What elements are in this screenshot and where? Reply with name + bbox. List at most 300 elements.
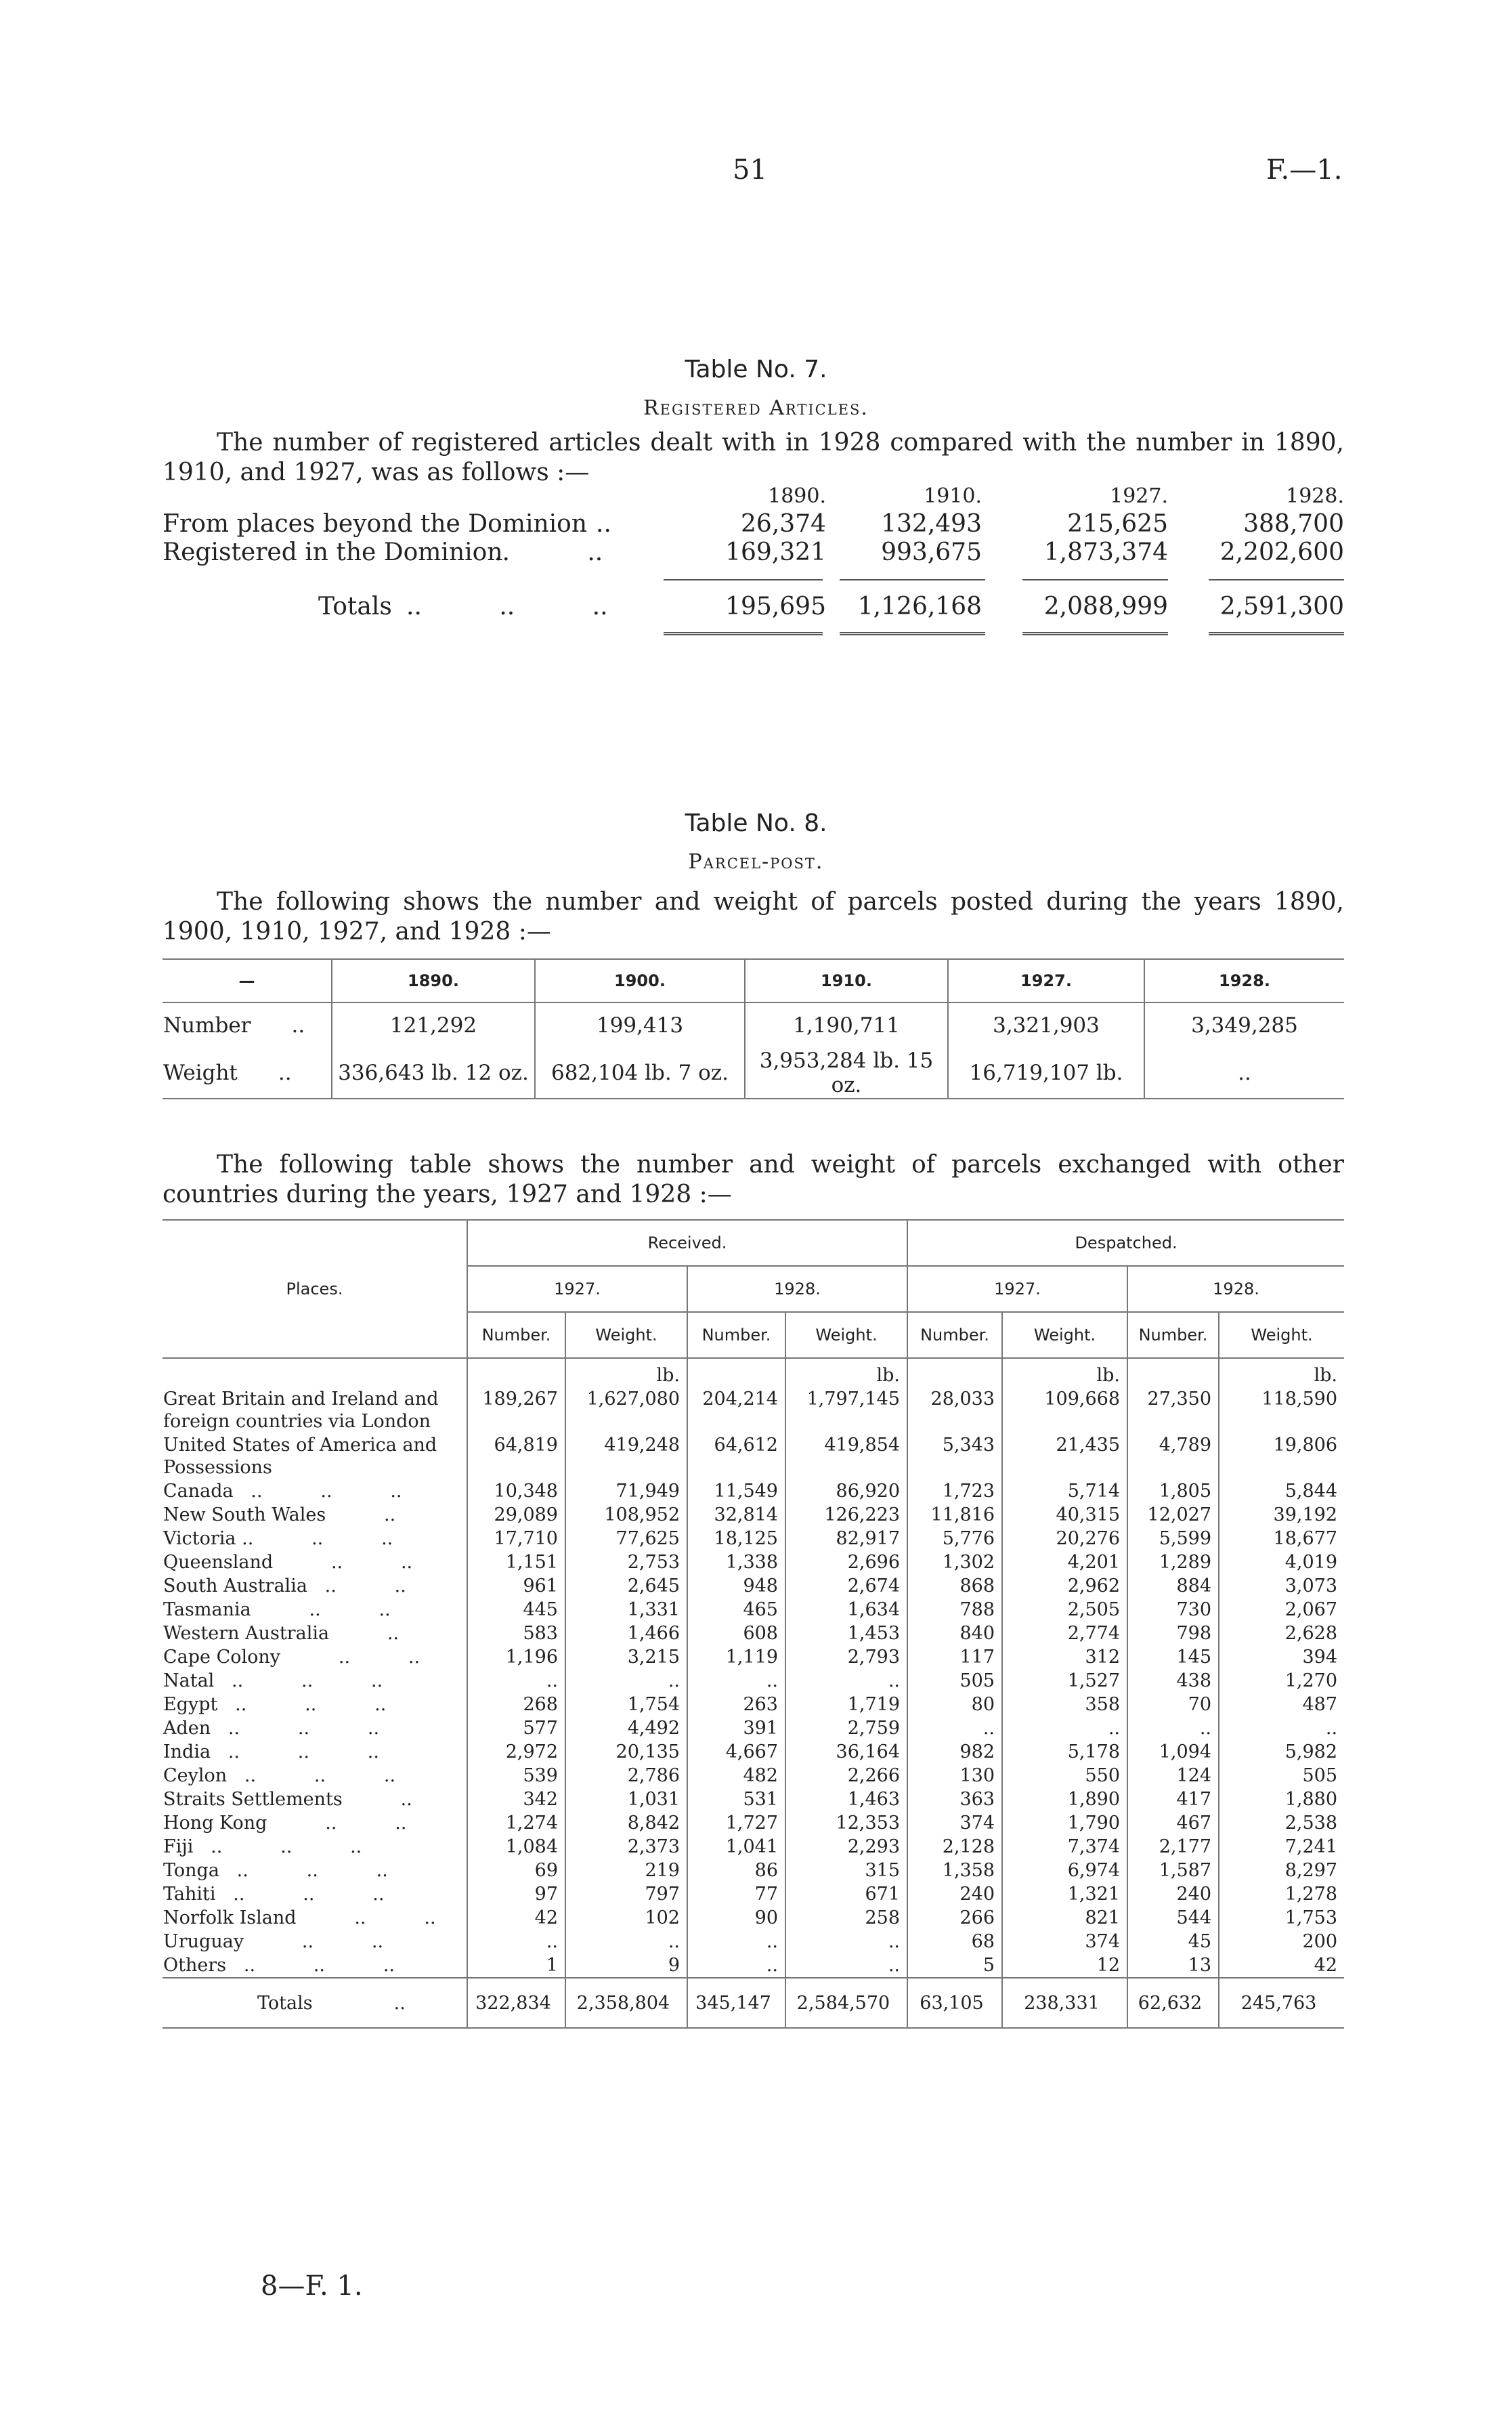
cell: 18,677 xyxy=(1219,1527,1344,1550)
cell: 1,278 xyxy=(1219,1882,1344,1906)
cell: 2,696 xyxy=(785,1550,907,1574)
cell: 868 xyxy=(907,1574,1002,1598)
cell: 70 xyxy=(1127,1693,1219,1716)
cell: 342 xyxy=(467,1787,565,1811)
cell: 1,527 xyxy=(1002,1669,1127,1693)
cell: 4,019 xyxy=(1219,1550,1344,1574)
cell: 1,723 xyxy=(907,1479,1002,1503)
cell: 419,854 xyxy=(785,1433,907,1479)
table8-subtitle: Parcel-post. xyxy=(688,850,824,874)
cell: 374 xyxy=(1002,1930,1127,1953)
cell: 266 xyxy=(907,1906,1002,1930)
cell: 1,634 xyxy=(785,1598,907,1622)
header-dash: — xyxy=(238,971,255,990)
total-cell: 345,147 xyxy=(687,1978,785,2028)
cell: 4,492 xyxy=(565,1716,687,1740)
cell: 1,196 xyxy=(467,1645,565,1669)
cell: 12,027 xyxy=(1127,1503,1219,1527)
cell: 5,343 xyxy=(907,1433,1002,1479)
table-row xyxy=(163,1622,1344,1645)
cell: 39,192 xyxy=(1219,1503,1344,1527)
cell: 358 xyxy=(1002,1693,1127,1716)
cell: 2,786 xyxy=(565,1764,687,1787)
cell: 438 xyxy=(1127,1669,1219,1693)
cell: 240 xyxy=(1127,1882,1219,1906)
cell: 3,953,284 lb. 15 oz. xyxy=(745,1048,948,1099)
cell: 124 xyxy=(1127,1764,1219,1787)
number-header: Number. xyxy=(467,1312,565,1358)
cell: 1,797,145 xyxy=(785,1387,907,1433)
cell: 2,128 xyxy=(907,1835,1002,1859)
cell: 671 xyxy=(785,1882,907,1906)
place-name: Great Britain and Ireland and foreign countries via London xyxy=(163,1389,439,1432)
cell: 1,890 xyxy=(1002,1787,1127,1811)
table-row xyxy=(163,1479,1344,1503)
cell: 8,842 xyxy=(565,1811,687,1835)
place-name: Western Australia .. xyxy=(163,1623,399,1644)
cell: 2,645 xyxy=(565,1574,687,1598)
cell: 1,274 xyxy=(467,1811,565,1835)
cell: 200 xyxy=(1219,1930,1344,1953)
table-row xyxy=(163,1693,1344,1716)
cell: 195,695 xyxy=(725,593,826,620)
cell: 13 xyxy=(1127,1953,1219,1978)
cell: 1,880 xyxy=(1219,1787,1344,1811)
cell: 80 xyxy=(907,1693,1002,1716)
cell: 20,135 xyxy=(565,1740,687,1764)
table-row xyxy=(163,1906,1344,1930)
cell: 102 xyxy=(565,1906,687,1930)
cell: 5,982 xyxy=(1219,1740,1344,1764)
cell: 2,674 xyxy=(785,1574,907,1598)
cell: 21,435 xyxy=(1002,1433,1127,1479)
number-header: Number. xyxy=(687,1312,785,1358)
cell: 417 xyxy=(1127,1787,1219,1811)
cell: 126,223 xyxy=(785,1503,907,1527)
place-name: New South Wales .. xyxy=(163,1504,396,1525)
cell: 1,358 xyxy=(907,1859,1002,1882)
table-row xyxy=(163,1787,1344,1811)
cell: 544 xyxy=(1127,1906,1219,1930)
page-number: 51 xyxy=(733,154,767,186)
cell: 32,814 xyxy=(687,1503,785,1527)
cell: 130 xyxy=(907,1764,1002,1787)
cell: 64,612 xyxy=(687,1433,785,1479)
table-row xyxy=(163,1669,1344,1693)
cell: 2,202,600 xyxy=(1219,538,1344,566)
cell: 730 xyxy=(1127,1598,1219,1622)
cell: 1,719 xyxy=(785,1693,907,1716)
table-row xyxy=(163,1002,1344,1048)
cell: .. xyxy=(687,1669,785,1693)
cell: .. xyxy=(467,1930,565,1953)
place-name: Norfolk Island .. .. xyxy=(163,1907,436,1928)
cell: 18,125 xyxy=(687,1527,785,1550)
cell: 1,587 xyxy=(1127,1859,1219,1882)
table-row xyxy=(163,1835,1344,1859)
cell: 2,088,999 xyxy=(1043,593,1168,620)
cell: 12 xyxy=(1002,1953,1127,1978)
cell: 1,805 xyxy=(1127,1479,1219,1503)
units-row xyxy=(163,1358,1344,1387)
cell: 1,463 xyxy=(785,1787,907,1811)
total-cell: 238,331 xyxy=(1002,1978,1127,2028)
cell: 5,776 xyxy=(907,1527,1002,1550)
cell: 1,302 xyxy=(907,1550,1002,1574)
received-header: Received. xyxy=(467,1220,907,1266)
place-name: Victoria .. .. .. xyxy=(163,1528,393,1549)
cell: 993,675 xyxy=(881,538,982,566)
cell: 77 xyxy=(687,1882,785,1906)
cell: 2,373 xyxy=(565,1835,687,1859)
cell: 9 xyxy=(565,1953,687,1978)
table-row xyxy=(163,1503,1344,1527)
weight-header: Weight. xyxy=(565,1312,687,1358)
cell: 2,266 xyxy=(785,1764,907,1787)
cell: 3,215 xyxy=(565,1645,687,1669)
row-label: Weight .. xyxy=(163,1061,292,1085)
row-label: Number .. xyxy=(163,1013,305,1038)
cell: 16,719,107 lb. xyxy=(948,1048,1144,1099)
cell: 539 xyxy=(467,1764,565,1787)
cell: 1,466 xyxy=(565,1622,687,1645)
table-row xyxy=(163,1387,1344,1433)
cell: 215,625 xyxy=(1067,510,1168,538)
cell: .. xyxy=(785,1930,907,1953)
cell: .. xyxy=(1127,1716,1219,1740)
cell: 1,790 xyxy=(1002,1811,1127,1835)
despatched-1927-header: 1927. xyxy=(907,1266,1127,1312)
cell: 5 xyxy=(907,1953,1002,1978)
cell: 577 xyxy=(467,1716,565,1740)
cell: .. xyxy=(565,1930,687,1953)
table-row xyxy=(163,1598,1344,1622)
total-cell: 63,105 xyxy=(907,1978,1002,2028)
cell: 1,321 xyxy=(1002,1882,1127,1906)
cell: 798 xyxy=(1127,1622,1219,1645)
cell: 12,353 xyxy=(785,1811,907,1835)
cell: 199,413 xyxy=(535,1002,745,1048)
cell: 2,759 xyxy=(785,1716,907,1740)
unit-lb: lb. xyxy=(565,1358,687,1387)
cell: 1,754 xyxy=(565,1693,687,1716)
cell: 7,374 xyxy=(1002,1835,1127,1859)
totals-label: Totals xyxy=(318,593,392,620)
year-1928: 1928. xyxy=(1286,484,1344,508)
cell: 3,073 xyxy=(1219,1574,1344,1598)
cell: 4,667 xyxy=(687,1740,785,1764)
table8-title: Table No. 8. xyxy=(685,809,827,837)
cell: 315 xyxy=(785,1859,907,1882)
weight-header: Weight. xyxy=(1002,1312,1127,1358)
year-1890: 1890. xyxy=(768,484,826,508)
cell: 77,625 xyxy=(565,1527,687,1550)
cell: 68 xyxy=(907,1930,1002,1953)
cell: 961 xyxy=(467,1574,565,1598)
cell: 86 xyxy=(687,1859,785,1882)
received-1927-header: 1927. xyxy=(467,1266,687,1312)
cell: 840 xyxy=(907,1622,1002,1645)
cell: 445 xyxy=(467,1598,565,1622)
cell: .. xyxy=(1002,1716,1127,1740)
despatched-header: Despatched. xyxy=(907,1220,1344,1266)
place-name: Uruguay .. .. xyxy=(163,1931,384,1952)
cell: 531 xyxy=(687,1787,785,1811)
year-1910: 1910. xyxy=(924,484,982,508)
cell: 608 xyxy=(687,1622,785,1645)
weight-header: Weight. xyxy=(1219,1312,1344,1358)
cell: 258 xyxy=(785,1906,907,1930)
table7-subtitle: Registered Articles. xyxy=(643,396,869,420)
places-header: Places. xyxy=(163,1220,467,1358)
cell: 5,178 xyxy=(1002,1740,1127,1764)
table7-row xyxy=(163,538,1344,567)
cell: 465 xyxy=(687,1598,785,1622)
place-name: Natal .. .. .. xyxy=(163,1670,383,1691)
place-name: Canada .. .. .. xyxy=(163,1481,402,1502)
cell: 312 xyxy=(1002,1645,1127,1669)
cell: .. xyxy=(467,1669,565,1693)
table7-total-row xyxy=(163,593,1344,621)
leader-dots: .. .. xyxy=(494,538,603,566)
cell: 263 xyxy=(687,1693,785,1716)
cell: 1,151 xyxy=(467,1550,565,1574)
cell: 1,270 xyxy=(1219,1669,1344,1693)
cell: 821 xyxy=(1002,1906,1127,1930)
leader-dots: .. .. .. xyxy=(406,593,608,620)
cell: 8,297 xyxy=(1219,1859,1344,1882)
weight-header: Weight. xyxy=(785,1312,907,1358)
cell: 467 xyxy=(1127,1811,1219,1835)
cell: 1,190,711 xyxy=(745,1002,948,1048)
cell: 482 xyxy=(687,1764,785,1787)
header-1890: 1890. xyxy=(332,959,535,1002)
cell: 82,917 xyxy=(785,1527,907,1550)
cell: 7,241 xyxy=(1219,1835,1344,1859)
exchange-table xyxy=(163,1219,1344,2029)
cell: 5,714 xyxy=(1002,1479,1127,1503)
cell: 1,331 xyxy=(565,1598,687,1622)
cell: 394 xyxy=(1219,1645,1344,1669)
cell: 1 xyxy=(467,1953,565,1978)
number-header: Number. xyxy=(907,1312,1002,1358)
place-name: Straits Settlements .. xyxy=(163,1789,412,1810)
table-row xyxy=(163,1811,1344,1835)
table7-title: Table No. 7. xyxy=(685,356,827,383)
table-row xyxy=(163,1882,1344,1906)
unit-lb: lb. xyxy=(1002,1358,1127,1387)
leader-dots: .. xyxy=(596,510,611,538)
cell: 982 xyxy=(907,1740,1002,1764)
cell: 108,952 xyxy=(565,1503,687,1527)
cell: 5,844 xyxy=(1219,1479,1344,1503)
table-row xyxy=(163,1953,1344,1978)
place-name: Egypt .. .. .. xyxy=(163,1694,387,1715)
total-cell: 245,763 xyxy=(1219,1978,1344,2028)
cell: 391 xyxy=(687,1716,785,1740)
header-1900: 1900. xyxy=(535,959,745,1002)
cell: 788 xyxy=(907,1598,1002,1622)
cell: 40,315 xyxy=(1002,1503,1127,1527)
place-name: Tasmania .. .. xyxy=(163,1599,391,1620)
cell: 4,201 xyxy=(1002,1550,1127,1574)
table-row xyxy=(163,1645,1344,1669)
cell: 797 xyxy=(565,1882,687,1906)
cell: 240 xyxy=(907,1882,1002,1906)
unit-lb: lb. xyxy=(1219,1358,1344,1387)
cell: .. xyxy=(1144,1048,1344,1099)
table-row xyxy=(163,1574,1344,1598)
row-label: From places beyond the Dominion xyxy=(163,510,588,538)
parcel-post-table xyxy=(163,958,1344,1099)
row-label: Registered in the Dominion xyxy=(163,538,503,566)
cell: 388,700 xyxy=(1243,510,1344,538)
cell: .. xyxy=(687,1930,785,1953)
cell: 26,374 xyxy=(741,510,826,538)
cell: 419,248 xyxy=(565,1433,687,1479)
despatched-1928-header: 1928. xyxy=(1127,1266,1344,1312)
cell: 6,974 xyxy=(1002,1859,1127,1882)
cell: 1,727 xyxy=(687,1811,785,1835)
cell: 374 xyxy=(907,1811,1002,1835)
cell: 219 xyxy=(565,1859,687,1882)
cell: 1,041 xyxy=(687,1835,785,1859)
cell: 505 xyxy=(907,1669,1002,1693)
cell: 29,089 xyxy=(467,1503,565,1527)
place-name: Ceylon .. .. .. xyxy=(163,1765,396,1786)
cell: 336,643 lb. 12 oz. xyxy=(332,1048,535,1099)
cell: 2,972 xyxy=(467,1740,565,1764)
totals-row xyxy=(163,1978,1344,2028)
place-name: United States of America and Possessions xyxy=(163,1435,437,1478)
cell: 42 xyxy=(1219,1953,1344,1978)
unit-lb: lb. xyxy=(785,1358,907,1387)
cell: 2,177 xyxy=(1127,1835,1219,1859)
place-name: Fiji .. .. .. xyxy=(163,1836,362,1857)
total-cell: 2,358,804 xyxy=(565,1978,687,2028)
cell: 118,590 xyxy=(1219,1387,1344,1433)
cell: 2,753 xyxy=(565,1550,687,1574)
cell: 71,949 xyxy=(565,1479,687,1503)
cell: 45 xyxy=(1127,1930,1219,1953)
cell: 2,538 xyxy=(1219,1811,1344,1835)
cell: 5,599 xyxy=(1127,1527,1219,1550)
cell: 169,321 xyxy=(725,538,826,566)
document-reference: F.—1. xyxy=(1266,154,1343,186)
cell: 884 xyxy=(1127,1574,1219,1598)
table-row xyxy=(163,1433,1344,1479)
table-row xyxy=(163,1550,1344,1574)
place-name: South Australia .. .. xyxy=(163,1575,406,1596)
footer-signature: 8—F. 1. xyxy=(261,2270,363,2302)
cell: 268 xyxy=(467,1693,565,1716)
cell: 550 xyxy=(1002,1764,1127,1787)
cell: 1,753 xyxy=(1219,1906,1344,1930)
cell: 145 xyxy=(1127,1645,1219,1669)
cell: 1,119 xyxy=(687,1645,785,1669)
exchange-intro: The following table shows the number and weight of parcels exchanged with other countries during the years, 1927 and 1928 :— xyxy=(163,1151,1344,1208)
totals-label: Totals .. xyxy=(163,1978,467,2028)
cell: 86,920 xyxy=(785,1479,907,1503)
cell: 1,873,374 xyxy=(1043,538,1168,566)
cell: .. xyxy=(785,1669,907,1693)
cell: 90 xyxy=(687,1906,785,1930)
cell: 1,627,080 xyxy=(565,1387,687,1433)
total-cell: 322,834 xyxy=(467,1978,565,2028)
cell: 1,084 xyxy=(467,1835,565,1859)
table7-intro: The number of registered articles dealt with in 1928 compared with the number in 1890, 1910, and 1927, was as follows :— xyxy=(163,429,1344,486)
year-1927: 1927. xyxy=(1110,484,1168,508)
table8-intro: The following shows the number and weight of parcels posted during the years 1890, 1900, 1910, 1927, and 1928 :— xyxy=(163,888,1344,946)
cell: 2,793 xyxy=(785,1645,907,1669)
cell: 1,338 xyxy=(687,1550,785,1574)
place-name: Cape Colony .. .. xyxy=(163,1647,420,1668)
table-row xyxy=(163,1764,1344,1787)
table-row xyxy=(163,1048,1344,1099)
table-row xyxy=(163,1527,1344,1550)
cell: 11,549 xyxy=(687,1479,785,1503)
place-name: Others .. .. .. xyxy=(163,1955,395,1976)
cell: 2,962 xyxy=(1002,1574,1127,1598)
header-1928: 1928. xyxy=(1144,959,1344,1002)
cell: 1,094 xyxy=(1127,1740,1219,1764)
table7 xyxy=(163,484,1344,620)
cell: 2,505 xyxy=(1002,1598,1127,1622)
cell: 2,774 xyxy=(1002,1622,1127,1645)
cell: 69 xyxy=(467,1859,565,1882)
cell: 1,289 xyxy=(1127,1550,1219,1574)
cell: .. xyxy=(1219,1716,1344,1740)
cell: 36,164 xyxy=(785,1740,907,1764)
cell: .. xyxy=(907,1716,1002,1740)
cell: 2,591,300 xyxy=(1219,593,1344,620)
cell: 3,321,903 xyxy=(948,1002,1144,1048)
cell: 3,349,285 xyxy=(1144,1002,1344,1048)
table7-row xyxy=(163,510,1344,538)
cell: 64,819 xyxy=(467,1433,565,1479)
cell: 97 xyxy=(467,1882,565,1906)
cell: 2,628 xyxy=(1219,1622,1344,1645)
place-name: Tahiti .. .. .. xyxy=(163,1884,385,1905)
number-header: Number. xyxy=(1127,1312,1219,1358)
cell: 189,267 xyxy=(467,1387,565,1433)
place-name: India .. .. .. xyxy=(163,1741,379,1762)
cell: .. xyxy=(687,1953,785,1978)
header-1927: 1927. xyxy=(948,959,1144,1002)
cell: 2,067 xyxy=(1219,1598,1344,1622)
place-name: Aden .. .. .. xyxy=(163,1718,380,1739)
table-row xyxy=(163,1859,1344,1882)
cell: 505 xyxy=(1219,1764,1344,1787)
place-name: Hong Kong .. .. xyxy=(163,1813,407,1834)
cell: 19,806 xyxy=(1219,1433,1344,1479)
cell: 204,214 xyxy=(687,1387,785,1433)
total-cell: 2,584,570 xyxy=(785,1978,907,2028)
cell: .. xyxy=(785,1953,907,1978)
cell: 132,493 xyxy=(881,510,982,538)
cell: 11,816 xyxy=(907,1503,1002,1527)
place-name: Tonga .. .. .. xyxy=(163,1860,388,1881)
cell: .. xyxy=(565,1669,687,1693)
cell: 4,789 xyxy=(1127,1433,1219,1479)
received-1928-header: 1928. xyxy=(687,1266,907,1312)
cell: 20,276 xyxy=(1002,1527,1127,1550)
cell: 10,348 xyxy=(467,1479,565,1503)
cell: 583 xyxy=(467,1622,565,1645)
cell: 1,031 xyxy=(565,1787,687,1811)
table-row xyxy=(163,1930,1344,1953)
cell: 363 xyxy=(907,1787,1002,1811)
